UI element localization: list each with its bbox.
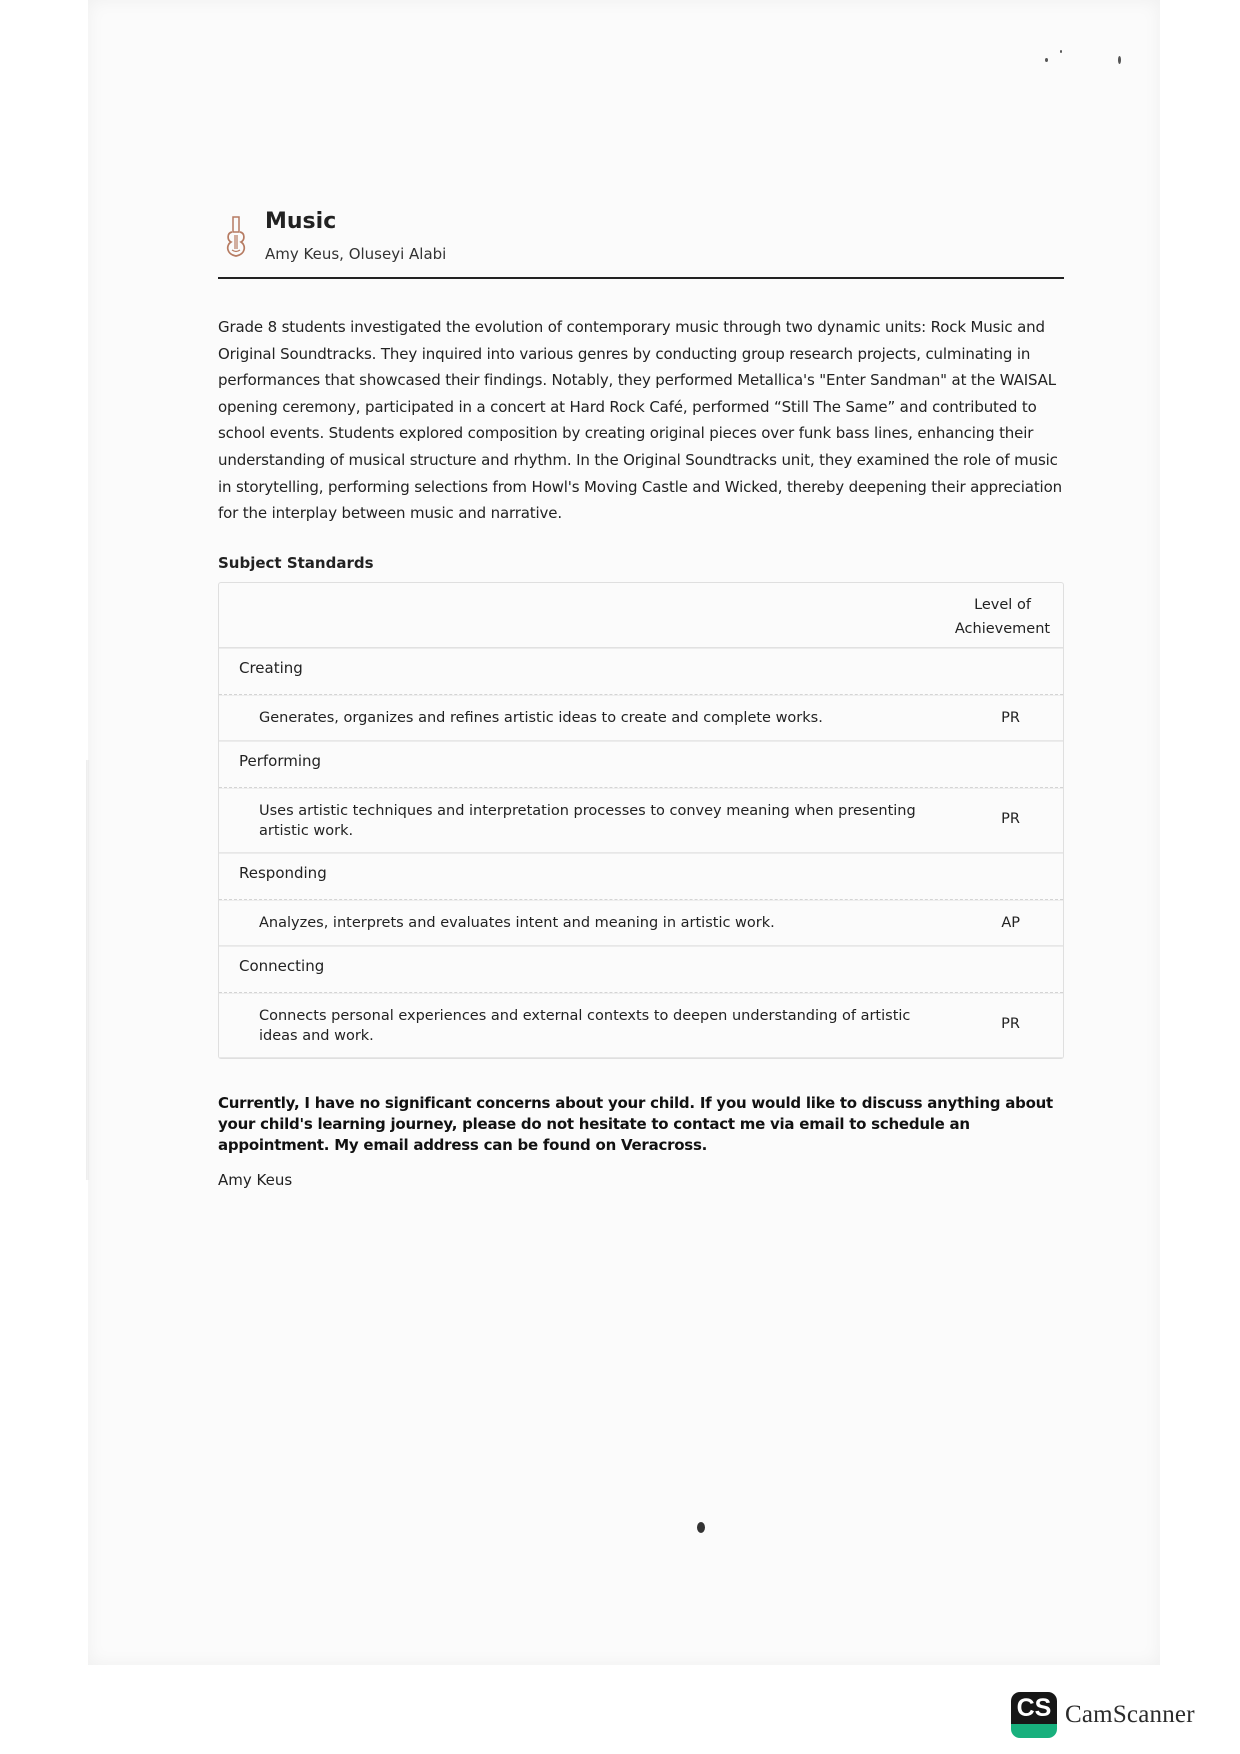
camscanner-watermark	[1011, 1692, 1211, 1738]
teacher-names: Amy Keus, Oluseyi Alabi	[265, 245, 447, 263]
standard-description: Analyzes, interprets and evaluates intent and meaning in artistic work.	[259, 914, 775, 931]
report-section	[218, 205, 1064, 1189]
achievement-level: PR	[1001, 1015, 1020, 1032]
standard-group-performing	[219, 741, 1063, 788]
group-label: Responding	[239, 863, 327, 882]
standard-row-connecting	[219, 993, 1063, 1058]
camscanner-logo: CS	[1011, 1692, 1057, 1738]
level-of-achievement-header: Level of Achievement	[954, 596, 1051, 637]
achievement-level: PR	[1001, 810, 1020, 827]
scan-speck	[1118, 56, 1121, 64]
standard-group-connecting	[219, 946, 1063, 993]
guitar-icon	[224, 215, 248, 259]
teacher-comment: Currently, I have no significant concerns about your child. If you would like to discuss anything about your child's learning journey, please do not hesitate to contact me via email to schedule an appointment. My email address can be found on Veracross.	[218, 1093, 1053, 1154]
scan-speck	[697, 1522, 705, 1533]
scan-speck	[1045, 58, 1048, 62]
standard-description: Connects personal experiences and external contexts to deepen understanding of artistic ideas and work.	[259, 1007, 911, 1044]
standard-row-responding	[219, 900, 1063, 946]
subject-header	[218, 205, 1064, 279]
achievement-level: PR	[1001, 709, 1020, 726]
standard-description: Generates, organizes and refines artistic ideas to create and complete works.	[259, 709, 823, 726]
standard-group-creating	[219, 648, 1063, 695]
group-label: Connecting	[239, 956, 325, 975]
standard-row-performing	[219, 788, 1063, 853]
subject-title: Music	[265, 209, 337, 234]
camscanner-name: CamScanner	[1065, 1701, 1195, 1728]
standards-table	[218, 582, 1064, 1059]
scan-shadow	[86, 760, 90, 1180]
teacher-signature: Amy Keus	[218, 1170, 293, 1189]
standard-description: Uses artistic techniques and interpretation processes to convey meaning when presenting artistic work.	[259, 802, 916, 839]
group-label: Performing	[239, 751, 322, 770]
achievement-level: AP	[1001, 914, 1020, 931]
scan-speck	[1060, 50, 1062, 53]
standards-heading: Subject Standards	[218, 553, 374, 572]
course-summary: Grade 8 students investigated the evolution of contemporary music through two dynamic units: Rock Music and Original Soundtracks. They inquired into various genres by conducting group research projects, culminating in performances that showcased their findings. Notably, they performed Metallica's "Enter Sandman" at the WAISAL opening ceremony, participated in a concert at Hard Rock Café, performed “Still The Same” and contributed to school events. Students explored composition by creating original pieces over funk bass lines, enhancing their understanding of musical structure and rhythm. In the Original Soundtracks unit, they examined the role of music in storytelling, performing selections from Howl's Moving Castle and Wicked, thereby deepening their appreciation for the interplay between music and narrative.	[218, 318, 1062, 523]
group-label: Creating	[239, 658, 303, 677]
standard-group-responding	[219, 853, 1063, 900]
standard-row-creating	[219, 695, 1063, 741]
table-header	[219, 583, 1063, 648]
